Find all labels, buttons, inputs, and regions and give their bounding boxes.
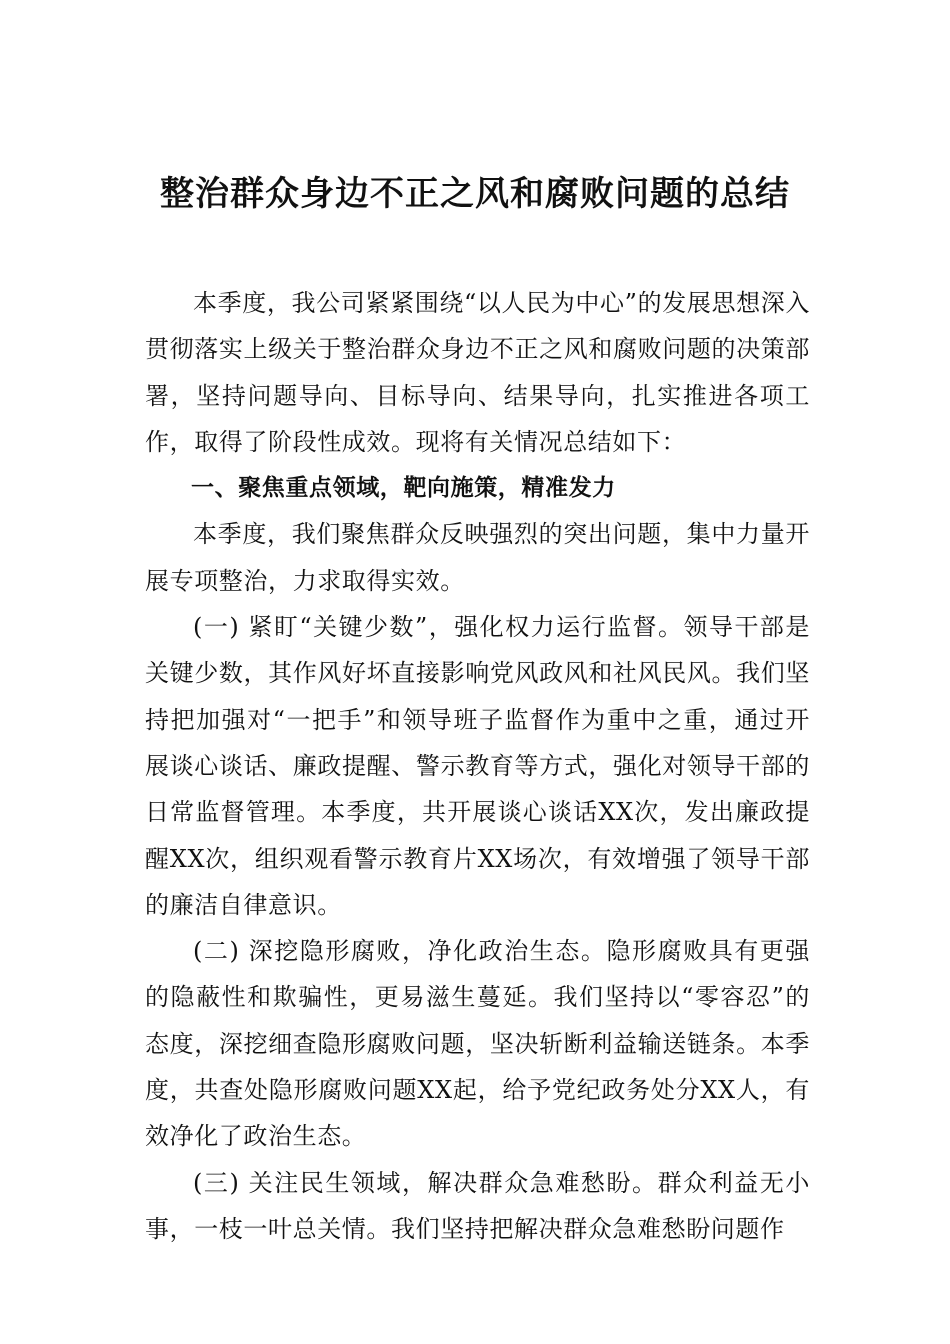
intro-paragraph: 本季度，我公司紧紧围绕“以人民为中心”的发展思想深入贯彻落实上级关于整治群众身边不正之风和腐败问题的决策部署，坚持问题导向、目标导向、结果导向，扎实推进各项工作，取得了阶段性成效。现将有关情况总结如下：	[145, 289, 810, 456]
section-intro-paragraph: 本季度，我们聚焦群众反映强烈的突出问题，集中力量开展专项整治，力求取得实效。	[145, 520, 810, 595]
subsection-text-2: 隐形腐败具有更强的隐蔽性和欺骗性，更易滋生蔓延。我们坚持以“零容忍”的态度，深挖细查隐形腐败问题，坚决斩断利益输送链条。本季度，共查处隐形腐败问题XX起，给予党纪政务处分XX人，有效净化了政治生态。	[145, 937, 810, 1151]
section-heading: 一、聚焦重点领域，靶向施策，精准发力	[191, 475, 616, 502]
subsection-paragraph-1	[145, 604, 810, 928]
subsection-lead-1: (一) 紧盯“关键少数”，强化权力运行监督。	[193, 613, 684, 642]
subsection-paragraph-2	[145, 928, 810, 1159]
subsection-paragraph-3	[145, 1160, 810, 1253]
subsection-text-1: 领导干部是关键少数，其作风好坏直接影响党风政风和社风民风。我们坚持把加强对“一把手”和领导班子监督作为重中之重，通过开展谈心谈话、廉政提醒、警示教育等方式，强化对领导干部的日常监督管理。本季度，共开展谈心谈话XX次，发出廉政提醒XX次，组织观看警示教育片XX场次，有效增强了领导干部的廉洁自律意识。	[145, 613, 811, 919]
document-body	[145, 280, 810, 1252]
subsection-lead-3: (三) 关注民生领域，解决群众急难愁盼。	[193, 1168, 658, 1197]
document-title: 整治群众身边不正之风和腐败问题的总结	[160, 174, 790, 214]
subsection-lead-2: (二) 深挖隐形腐败，净化政治生态。	[193, 937, 607, 966]
subsection-text-3: 群众利益无小事，一枝一叶总关情。我们坚持把解决群众急难愁盼问题作	[145, 1168, 810, 1243]
